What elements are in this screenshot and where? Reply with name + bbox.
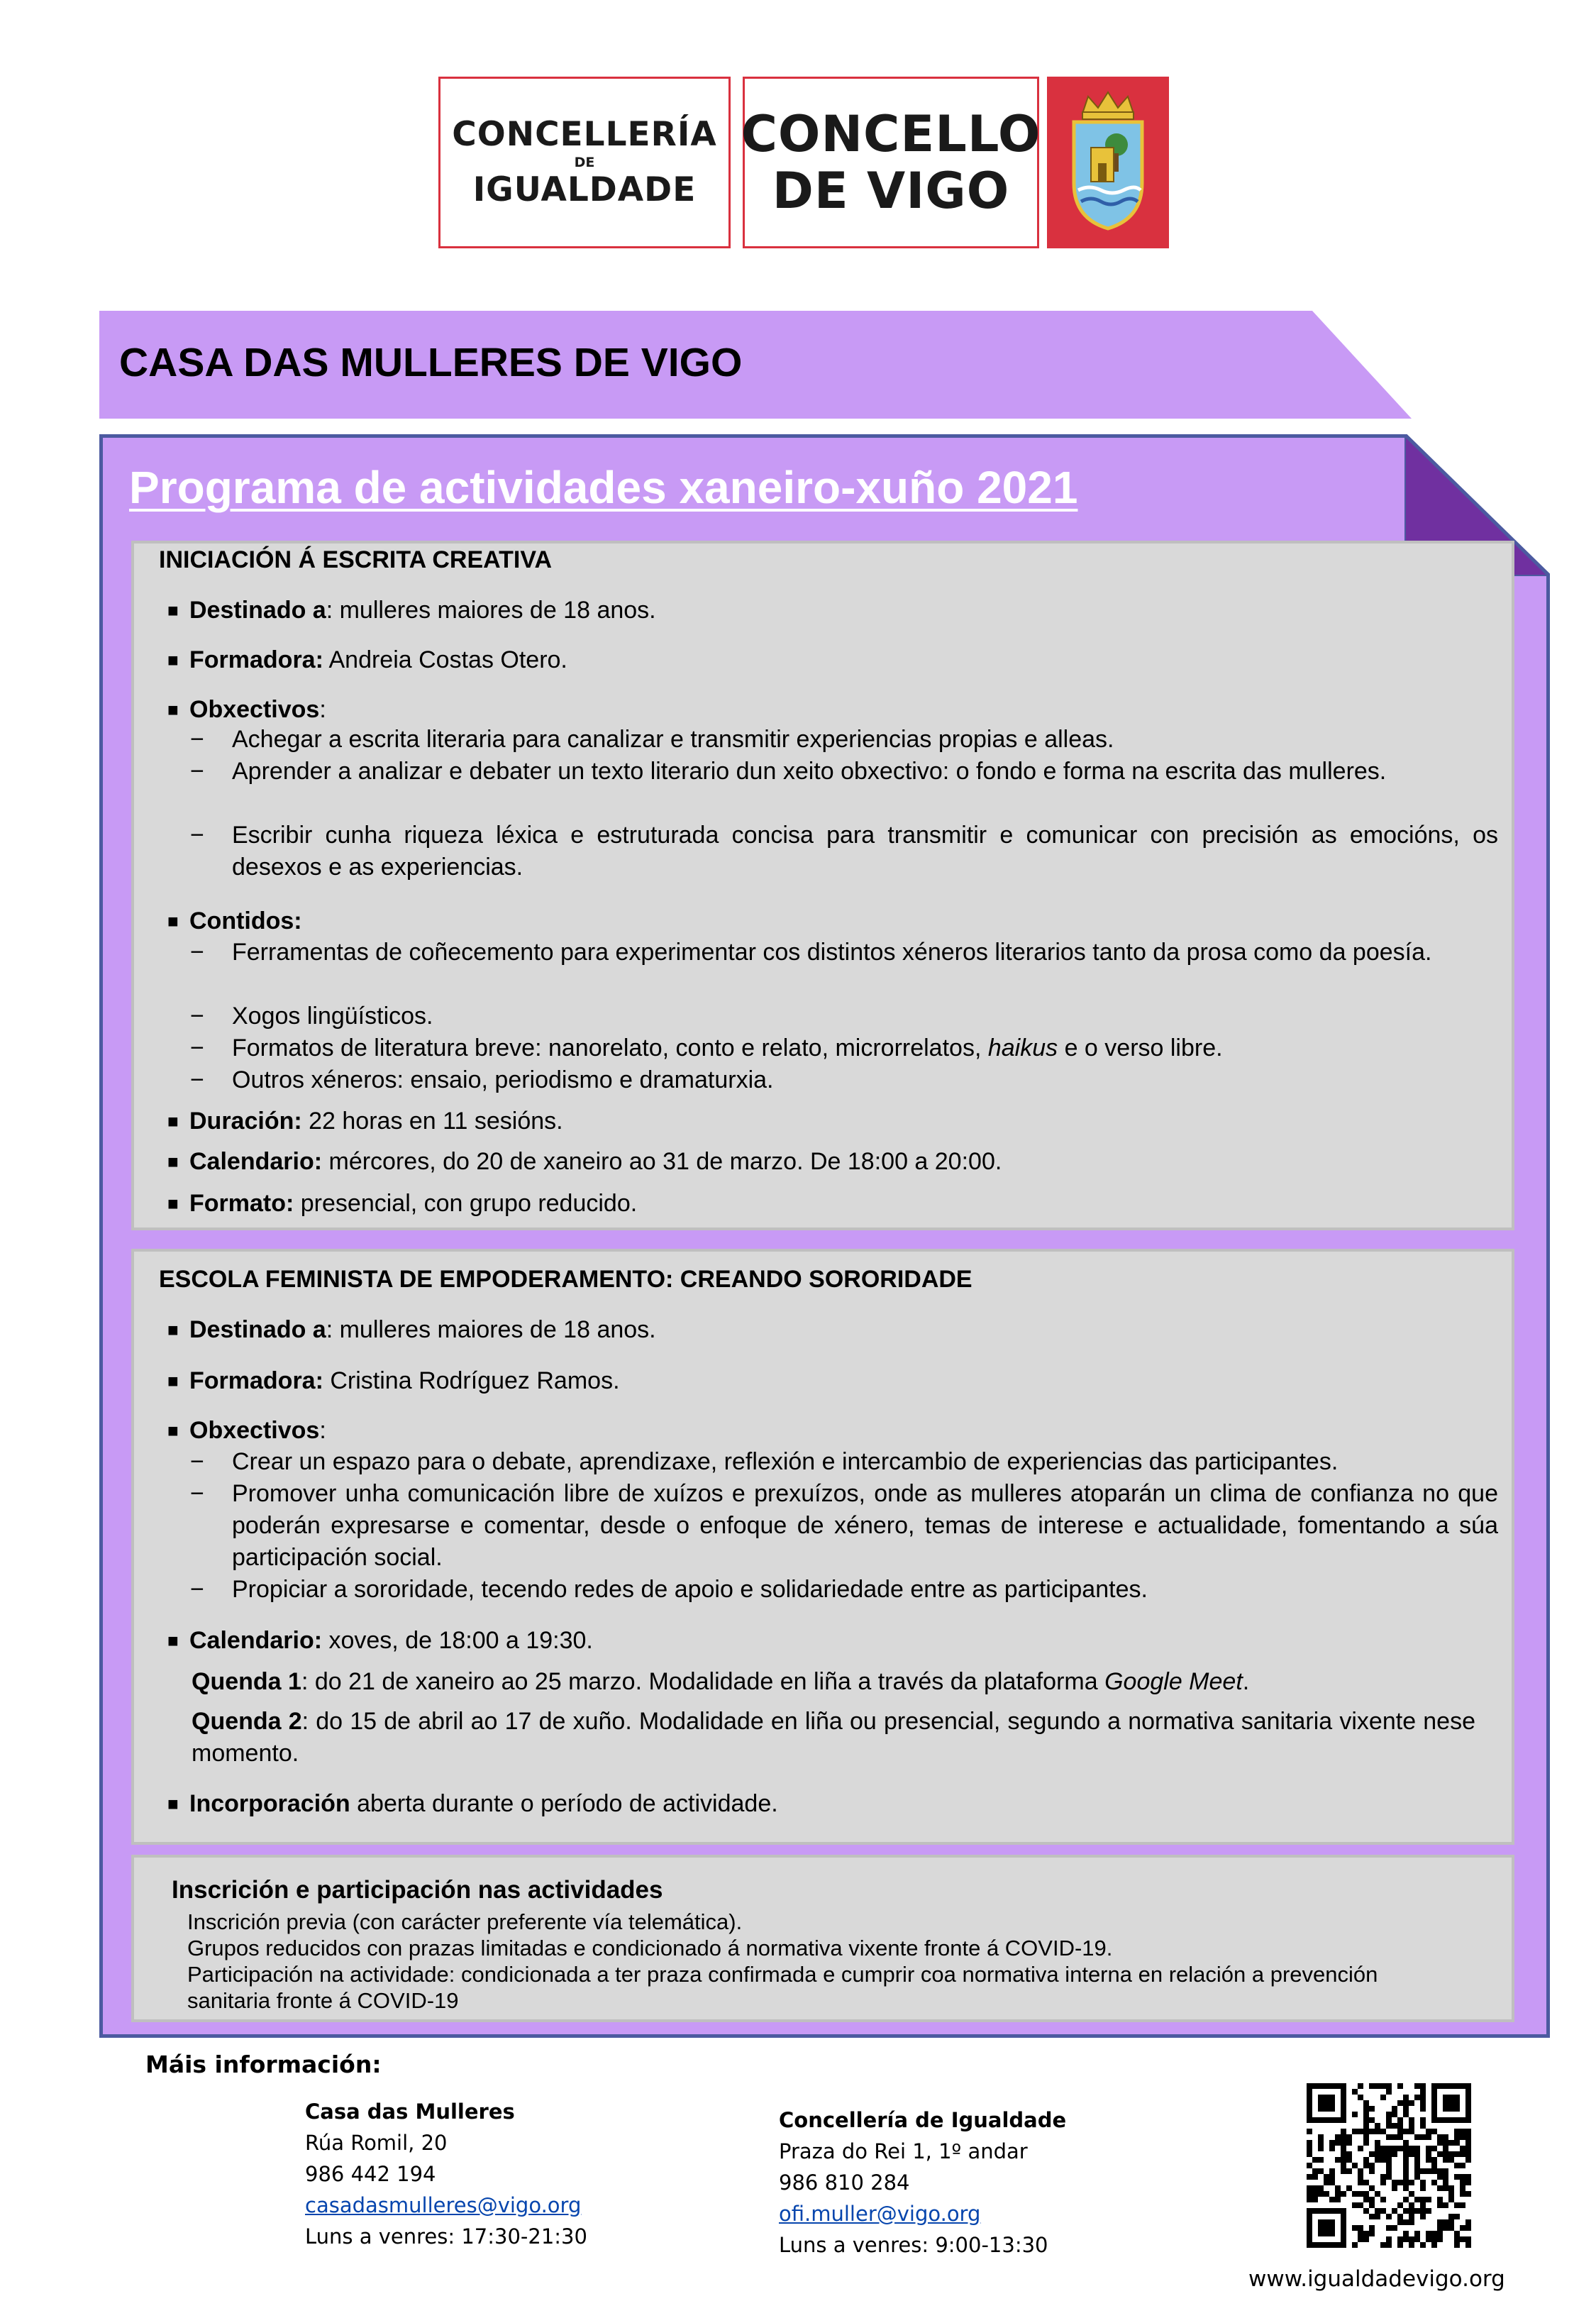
section1-duracion: Duración: 22 horas en 11 sesións.: [189, 1108, 563, 1135]
section1-calendario: Calendario: mércores, do 20 de xaneiro ao 31 de marzo. De 18:00 a 20:00.: [189, 1148, 1002, 1175]
dash-icon: −: [190, 1576, 204, 1603]
dash-icon: −: [190, 726, 204, 753]
logo-igualdade-line3: IGUALDADE: [472, 170, 697, 209]
footer-casa-hours: Luns a venres: 17:30-21:30: [305, 2224, 587, 2249]
bullet-icon: ■: [167, 1630, 179, 1651]
bullet-icon: ■: [167, 649, 179, 671]
logo-igualdade-line2: DE: [574, 155, 595, 170]
section1-contido: Xogos lingüísticos.: [232, 1003, 433, 1030]
section1-obxectivos-label: Obxectivos:: [189, 696, 326, 723]
section2-quenda2: Quenda 2: do 15 de abril ao 17 de xuño. Modalidade en liña ou presencial, segundo a normativa sanitaria vixente nese momento.: [192, 1708, 1475, 1767]
logo-concello-line2: DE VIGO: [772, 162, 1010, 220]
section1-destinado: Destinado a: mulleres maiores de 18 anos.: [189, 597, 656, 624]
section3-title: Inscrición e participación nas actividades: [172, 1876, 663, 1904]
section3-line: Participación na actividade: condicionada a ter praza confirmada e cumprir coa normativa interna en relación a prevención: [187, 1962, 1378, 1987]
footer-casa-phone: 986 442 194: [305, 2162, 436, 2186]
bullet-icon: ■: [167, 600, 179, 621]
section1-contidos-label: Contidos:: [189, 907, 302, 934]
section2-destinado: Destinado a: mulleres maiores de 18 anos.: [189, 1316, 656, 1343]
section2-quenda1: Quenda 1: do 21 de xaneiro ao 25 marzo. Modalidade en liña a través da plataforma Google Meet.: [192, 1668, 1250, 1695]
footer-website-link[interactable]: www.igualdadevigo.org: [1248, 2266, 1505, 2292]
program-title: Programa de actividades xaneiro-xuño 2021: [129, 462, 1078, 513]
section1-obxectivo: Aprender a analizar e debater un texto literario dun xeito obxectivo: o fondo e forma na escrita das mulleres.: [232, 758, 1387, 785]
footer-heading: Máis información:: [145, 2051, 382, 2078]
dash-icon: −: [190, 1480, 204, 1507]
section3-line: sanitaria fronte á COVID-19: [187, 1988, 459, 2013]
section1-contido: Ferramentas de coñecemento para experimentar cos distintos xéneros literarios tanto da prosa como da poesía.: [232, 939, 1432, 966]
concelleria-igualdade-logo: [438, 77, 731, 248]
bullet-icon: ■: [167, 1370, 179, 1391]
section2-obxectivo: Crear un espazo para o debate, aprendizaxe, reflexión e intercambio de experiencias das participantes.: [232, 1448, 1339, 1475]
footer-casa-name: Casa das Mulleres: [305, 2100, 515, 2124]
section1-obxectivo: Achegar a escrita literaria para canalizar e transmitir experiencias propias e alleas.: [232, 726, 1114, 753]
section3-line: Inscrición previa (con carácter preferente vía telemática).: [187, 1909, 743, 1934]
dash-icon: −: [190, 1448, 204, 1475]
section1-formato: Formato: presencial, con grupo reducido.: [189, 1190, 638, 1217]
dash-icon: −: [190, 758, 204, 785]
dash-icon: −: [190, 1003, 204, 1030]
bullet-icon: ■: [167, 1193, 179, 1214]
bullet-icon: ■: [167, 1420, 179, 1441]
dash-icon: −: [190, 939, 204, 966]
qr-code-icon[interactable]: [1307, 2083, 1471, 2248]
dash-icon: −: [190, 822, 204, 849]
section2-obxectivo: Propiciar a sororidade, tecendo redes de apoio e solidariedade entre as participantes.: [232, 1576, 1148, 1603]
section1-contido: Formatos de literatura breve: nanorelato, conto e relato, microrrelatos, haikus e o verso libre.: [232, 1035, 1223, 1061]
section2-formadora: Formadora: Cristina Rodríguez Ramos.: [189, 1367, 620, 1394]
dash-icon: −: [190, 1035, 204, 1061]
section1-contido: Outros xéneros: ensaio, periodismo e dramaturxia.: [232, 1066, 774, 1093]
logo-concello-line1: CONCELLO: [741, 105, 1041, 163]
section2-obxectivos-label: Obxectivos:: [189, 1417, 326, 1444]
section1-title: INICIACIÓN Á ESCRITA CREATIVA: [159, 546, 553, 573]
footer-concelleria-address: Praza do Rei 1, 1º andar: [779, 2139, 1028, 2163]
footer-concelleria-email-link[interactable]: ofi.muller@vigo.org: [779, 2202, 981, 2226]
footer-concelleria-hours: Luns a venres: 9:00-13:30: [779, 2233, 1048, 2257]
concello-vigo-logo: [743, 77, 1039, 248]
section1-formadora: Formadora: Andreia Costas Otero.: [189, 646, 567, 673]
footer-casa-email-link[interactable]: casadasmulleres@vigo.org: [305, 2193, 582, 2217]
vigo-coat-of-arms-icon: [1047, 77, 1169, 248]
bullet-icon: ■: [167, 1793, 179, 1814]
dash-icon: −: [190, 1066, 204, 1093]
bullet-icon: ■: [167, 910, 179, 932]
section1-obxectivo: Escribir cunha riqueza léxica e estruturada concisa para transmitir e comunicar con precisión as emocións, os desexos e as experiencias.: [232, 822, 1498, 881]
bullet-icon: ■: [167, 699, 179, 720]
section2-title: ESCOLA FEMINISTA DE EMPODERAMENTO: CREANDO SORORIDADE: [159, 1266, 972, 1293]
footer-concelleria-phone: 986 810 284: [779, 2170, 910, 2195]
bullet-icon: ■: [167, 1110, 179, 1132]
bullet-icon: ■: [167, 1151, 179, 1172]
page-title: CASA DAS MULLERES DE VIGO: [119, 340, 743, 385]
footer-casa-address: Rúa Romil, 20: [305, 2131, 448, 2155]
footer-concelleria-name: Concellería de Igualdade: [779, 2108, 1067, 2132]
bullet-icon: ■: [167, 1319, 179, 1340]
section2-obxectivo: Promover unha comunicación libre de xuízos e prexuízos, onde as mulleres atoparán un clima de confianza no que poderán expresarse e comentar, desde o enfoque de xénero, temas de interese e actualidade, fomentando a súa participación social.: [232, 1480, 1498, 1571]
section3-line: Grupos reducidos con prazas limitadas e condicionado á normativa vixente fronte á COVID-19.: [187, 1936, 1113, 1960]
logo-igualdade-line1: CONCELLERÍA: [452, 115, 717, 154]
section2-calendario: Calendario: xoves, de 18:00 a 19:30.: [189, 1627, 593, 1654]
section2-incorporacion: Incorporación aberta durante o período de actividade.: [189, 1790, 778, 1817]
